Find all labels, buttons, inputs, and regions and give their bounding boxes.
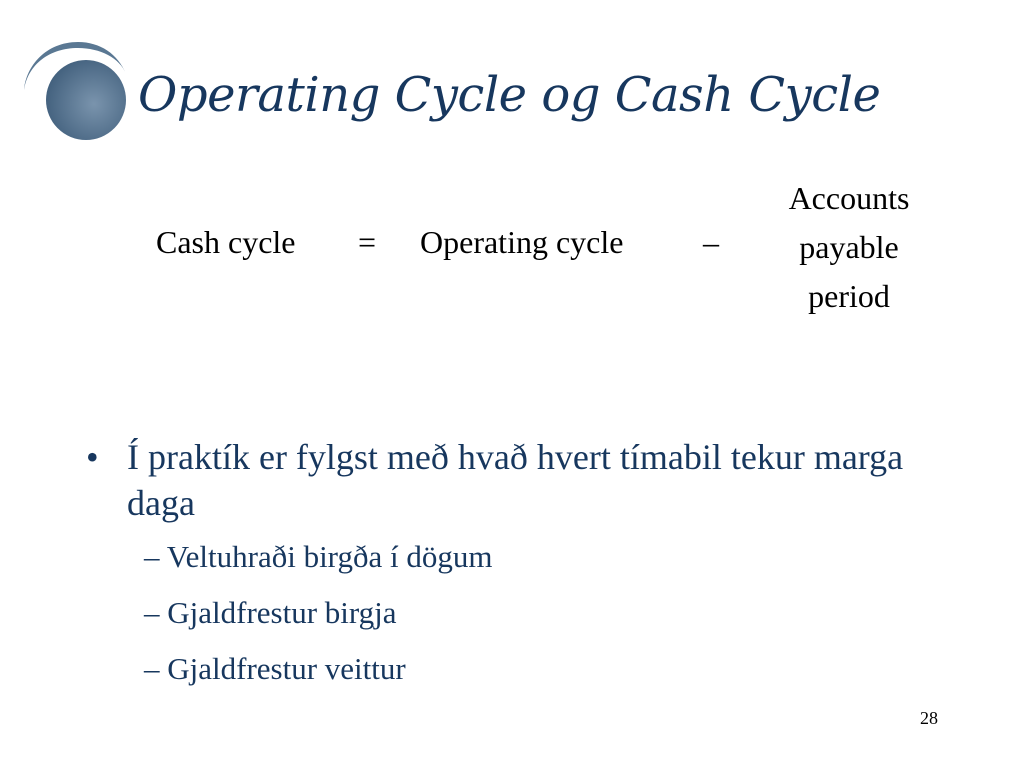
crescent-logo-icon: [20, 34, 132, 142]
equation-equals-sign: =: [358, 224, 377, 260]
equation-rhs-line: Accounts: [788, 180, 910, 216]
equation-rhs-line: payable: [799, 229, 899, 265]
sub-bullet-item: – Veltuhraði birgða í dögum: [144, 539, 493, 574]
equation-rhs-line: period: [808, 278, 890, 314]
bullet-marker: •: [86, 437, 99, 477]
equation-operating-cycle: Operating cycle: [420, 224, 624, 260]
sub-bullet-item: – Gjaldfrestur veittur: [144, 651, 406, 686]
equation-lhs: Cash cycle: [156, 224, 296, 260]
slide-title: Operating Cycle og Cash Cycle: [138, 67, 881, 123]
equation-minus-sign: –: [703, 224, 719, 260]
sub-bullet-item: – Gjaldfrestur birgja: [144, 595, 397, 630]
page-number: 28: [920, 708, 938, 728]
sub-bullet-list: [84, 540, 944, 686]
equation-accounts-payable-period: [762, 174, 936, 321]
bullet-text: Í praktík er fylgst með hvað hvert tímabil tekur marga daga: [127, 437, 904, 523]
bullet-item: [84, 434, 944, 526]
bullet-list: [84, 434, 944, 708]
